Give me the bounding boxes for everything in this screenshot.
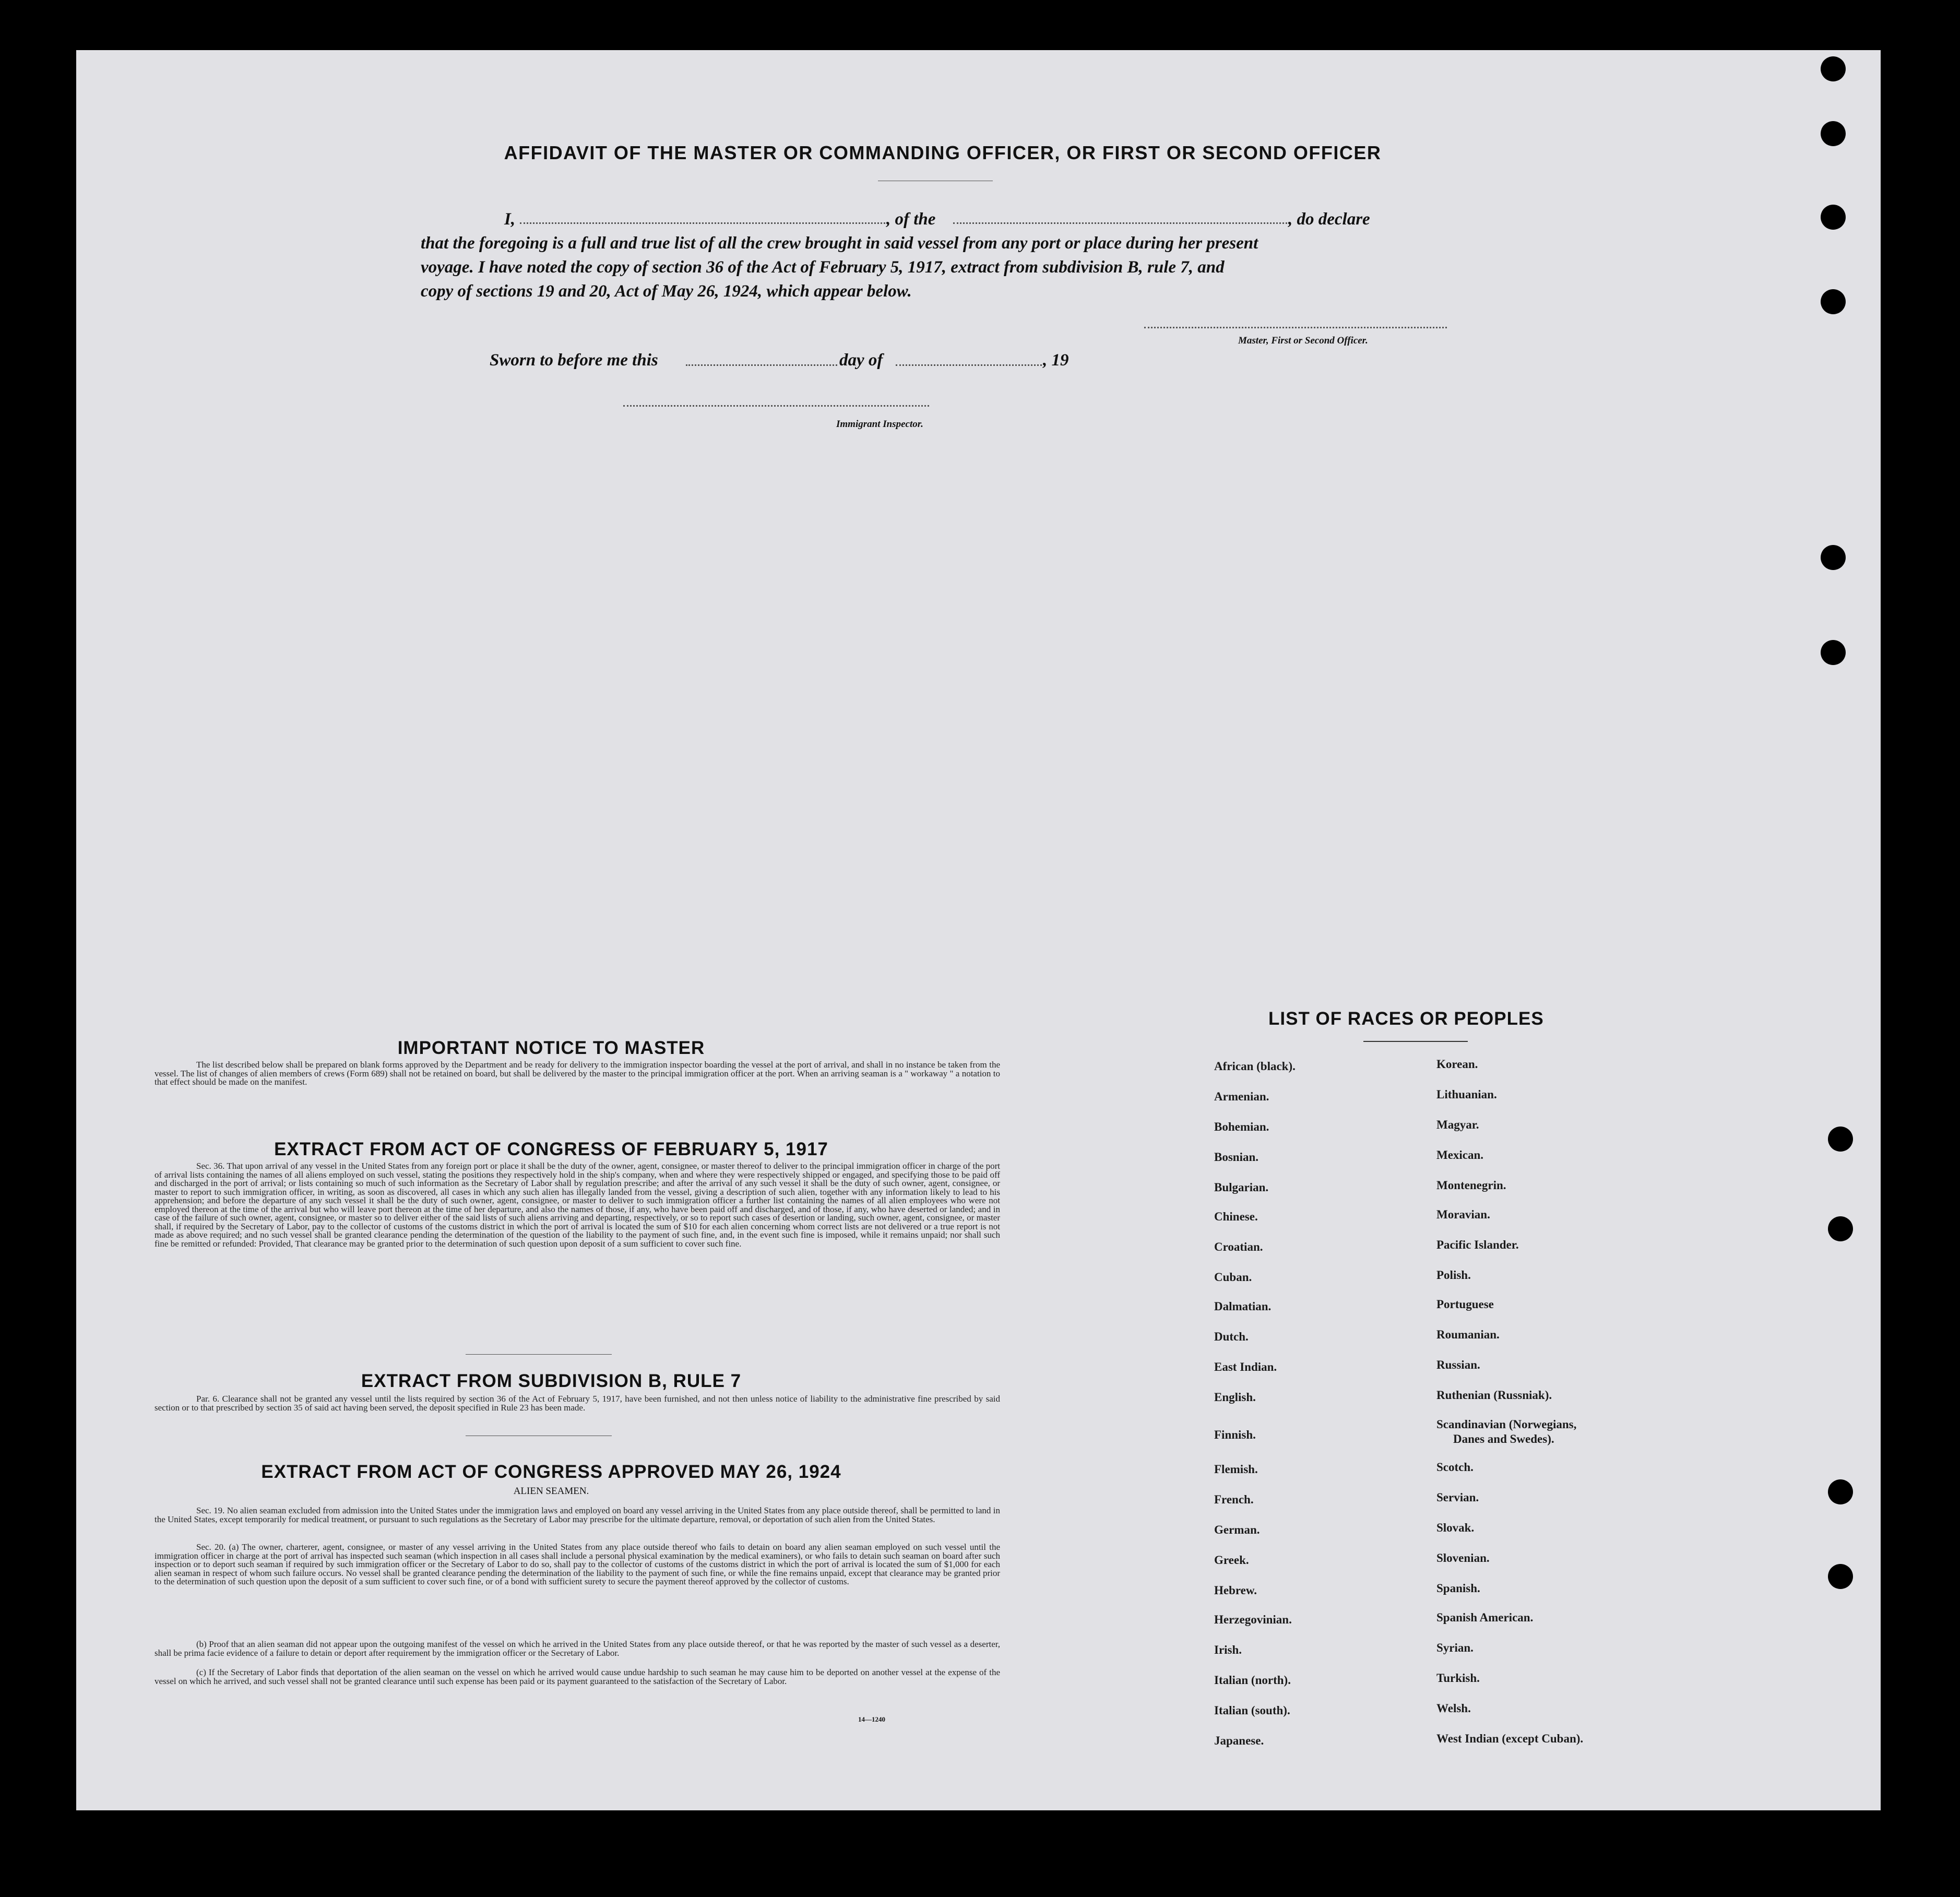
vessel-blank-line [953, 222, 1287, 224]
extract-1924-sec19: Sec. 19. No alien seaman excluded from admission into the United States under the immigration laws and employed on board any vessel arriving in the United States from any place outside thereof, shall be permitted to land in the United States, except temporarily for medical treatment, or pursuant to such regulations as the Secretary of Labor may prescribe for the ultimate departure, removal, or deportation of such alien from the United States. [155, 1505, 1000, 1524]
race-right: Montenegrin. [1436, 1179, 1506, 1192]
notice-title: IMPORTANT NOTICE TO MASTER [397, 1038, 705, 1058]
extract-1917-title: EXTRACT FROM ACT OF CONGRESS OF FEBRUARY 5, 1917 [274, 1139, 828, 1159]
day-of-label: day of [839, 351, 883, 370]
race-right: Polish. [1436, 1268, 1471, 1282]
race-right: Scandinavian (Norwegians, [1436, 1418, 1577, 1431]
inspector-caption: Immigrant Inspector. [836, 419, 923, 430]
race-left: Armenian. [1214, 1090, 1269, 1103]
race-left: Chinese. [1214, 1210, 1258, 1223]
race-left: French. [1214, 1493, 1254, 1506]
punch-hole [1821, 640, 1846, 665]
sworn-month-line [896, 364, 1042, 366]
race-right: Lithuanian. [1436, 1088, 1497, 1101]
inspector-signature-line [623, 405, 929, 407]
race-right: Moravian. [1436, 1208, 1490, 1221]
punch-hole [1828, 1479, 1853, 1504]
punch-hole [1821, 205, 1846, 230]
race-left: Hebrew. [1214, 1584, 1257, 1597]
race-left: Japanese. [1214, 1734, 1264, 1747]
race-right: Syrian. [1436, 1641, 1474, 1654]
sworn-label: Sworn to before me this [490, 351, 658, 370]
race-left: Herzegovinian. [1214, 1613, 1292, 1626]
affidavit-i-label: I, [504, 210, 516, 229]
race-left: Italian (north). [1214, 1674, 1291, 1687]
document-page [76, 50, 1881, 1810]
affidavit-line-2: that the foregoing is a full and true list of all the crew brought in said vessel from any port or place during her present [421, 234, 1258, 253]
race-left: Croatian. [1214, 1240, 1263, 1253]
race-right: Ruthenian (Russniak). [1436, 1389, 1552, 1402]
race-right: Mexican. [1436, 1148, 1484, 1161]
punch-hole [1821, 545, 1846, 570]
extract-1924-title: EXTRACT FROM ACT OF CONGRESS APPROVED MAY 26, 1924 [261, 1462, 841, 1482]
race-left: Bohemian. [1214, 1120, 1269, 1133]
race-right: Pacific Islander. [1436, 1238, 1519, 1251]
race-left: Flemish. [1214, 1463, 1258, 1476]
race-right: Turkish. [1436, 1671, 1480, 1685]
race-right: Korean. [1436, 1058, 1478, 1071]
race-left: English. [1214, 1391, 1256, 1404]
punch-hole [1821, 56, 1846, 81]
extract-1924-sec20a: Sec. 20. (a) The owner, charterer, agent, consignee, or master of any vessel arriving in the United States from any place outside thereof who fails to detain on board any alien seaman employed on such vessel until the immigration officer in charge at the port of arrival has inspected such seaman (which inspection in all cases shall include a personal physical examination by the medical examiners), or who fails to detain such seaman on board after such inspection or to deport such seaman if required by such immigration officer or the Secretary of Labor to do so, shall pay to the collector of customs of the customs district in which the port of arrival is located the sum of $1,000 for each alien seaman in respect of whom such failure occurs. No vessel shall be granted clearance pending the determination of the liability to the payment of such fine, or while the fine remains unpaid, except that clearance may be granted prior to the determination of such question upon the deposit of a sum sufficient to cover such fine, or of a bond with sufficient surety to secure the payment thereof approved by the collector of customs. [155, 1542, 1000, 1586]
races-title-rule [1363, 1041, 1468, 1042]
punch-hole [1828, 1216, 1853, 1241]
race-left: Greek. [1214, 1554, 1249, 1567]
race-right: Servian. [1436, 1491, 1479, 1504]
master-signature-line [1144, 327, 1447, 328]
race-right: Magyar. [1436, 1118, 1479, 1131]
race-left: Bulgarian. [1214, 1181, 1269, 1194]
punch-hole [1821, 289, 1846, 314]
year-label: , 19 [1043, 351, 1069, 370]
affidavit-line-4: copy of sections 19 and 20, Act of May 26, 1924, which appear below. [421, 282, 912, 301]
race-right: Slovenian. [1436, 1551, 1490, 1564]
form-number: 14—1240 [858, 1715, 885, 1723]
extract-1924-sec20c: (c) If the Secretary of Labor finds that deportation of the alien seaman on the vessel on which he arrived would cause undue hardship to such seaman he may cause him to be deported on another vessel at the expense of the vessel on which he arrived, and such vessel shall not be granted clearance until such expense has been paid or its payment guaranteed to the satisfaction of the Secretary of Labor. [155, 1667, 1000, 1686]
race-left: East Indian. [1214, 1360, 1277, 1373]
race-left: Italian (south). [1214, 1704, 1290, 1717]
extract-1924-sec20b: (b) Proof that an alien seaman did not appear upon the outgoing manifest of the vessel on which he arrived in the United States from any place outside thereof, or that he was reported by the master of such vessel as a deserter, shall be prima facie evidence of a failure to detain or deport after requirement by the immigration officer or the Secretary of Labor. [155, 1639, 1000, 1658]
race-right: Spanish. [1436, 1582, 1480, 1595]
punch-hole [1828, 1127, 1853, 1152]
race-left: Cuban. [1214, 1271, 1252, 1284]
punch-hole [1821, 121, 1846, 146]
race-left: African (black). [1214, 1060, 1296, 1073]
race-left: German. [1214, 1523, 1260, 1536]
master-caption: Master, First or Second Officer. [1238, 335, 1368, 346]
race-left: Bosnian. [1214, 1151, 1259, 1164]
affidavit-title: AFFIDAVIT OF THE MASTER OR COMMANDING OFFICER, OR FIRST OR SECOND OFFICER [504, 142, 1382, 163]
punch-hole [1828, 1564, 1853, 1589]
affidavit-of-the: , of the [886, 210, 936, 229]
race-left: Dalmatian. [1214, 1300, 1272, 1313]
race-left: Finnish. [1214, 1428, 1256, 1441]
sworn-day-line [686, 364, 837, 366]
race-right-continued: Danes and Swedes). [1453, 1432, 1554, 1445]
race-right: Scotch. [1436, 1461, 1474, 1474]
races-title: LIST OF RACES OR PEOPLES [1268, 1009, 1544, 1029]
name-blank-line [520, 222, 885, 224]
race-right: Spanish American. [1436, 1611, 1534, 1624]
extract-1924-subtitle: ALIEN SEAMEN. [513, 1486, 589, 1497]
race-right: Slovak. [1436, 1521, 1475, 1534]
race-right: Welsh. [1436, 1702, 1471, 1715]
race-left: Dutch. [1214, 1330, 1249, 1343]
race-right: West Indian (except Cuban). [1436, 1732, 1584, 1745]
affidavit-line-3: voyage. I have noted the copy of section 36 of the Act of February 5, 1917, extract from subdivision B, rule 7, and [421, 258, 1225, 277]
rule-7-body: Par. 6. Clearance shall not be granted any vessel until the lists required by section 36 of the Act of February 5, 1917, have been furnished, and not then unless notice of liability to the administrative fine prescribed by said section or to that prescribed by section 35 of said act having been served, the deposit specified in Rule 23 has been made. [155, 1394, 1000, 1413]
race-right: Russian. [1436, 1358, 1480, 1371]
race-right: Roumanian. [1436, 1328, 1500, 1341]
notice-body: The list described below shall be prepared on blank forms approved by the Department and be ready for delivery to the immigration inspector boarding the vessel at the port of arrival, and shall in no instance be taken from the vessel. The list of changes of alien members of crews (Form 689) shall not be retained on board, but shall be delivered by the master to the principal immigration officer at the port. When an arriving seaman is a " workaway " a notation to that effect should be made on the manifest. [155, 1060, 1000, 1087]
rule-7-title: EXTRACT FROM SUBDIVISION B, RULE 7 [361, 1371, 742, 1391]
section-rule [466, 1354, 612, 1355]
extract-1917-body: Sec. 36. That upon arrival of any vessel in the United States from any foreign port or place it shall be the duty of the owner, agent, consignee, or master thereof to deliver to the principal immigration officer in charge of the port of arrival lists containing the names of all aliens employed on such vessel, stating the positions they respectively hold in the ship's company, when and where they were respectively shipped or engaged, and specifying those to be paid off and discharged in the port of arrival; or lists containing so much of such information as the Secretary of Labor shall by regulation prescribe; and after the arrival of any such vessel it shall be the duty of such owner, agent, consignee, or master to report to such immigration officer, in writing, as soon as discovered, all cases in which any such alien has illegally landed from the vessel, giving a description of such alien, together with any information likely to lead to his apprehension; and before the departure of any such vessel it shall be the duty of such owner, agent, consignee, or master to deliver to such immigration officer a further list containing the names of all alien employees who were not employed thereon at the time of the arrival but who will leave port thereon at the time of her departure, and also the names of those, if any, who have been paid off and discharged, and of those, if any, who have deserted or landed; and in case of the failure of such owner, agent, consignee, or master so to deliver either of the said lists of such aliens arriving and departing, respectively, or so to report such cases of desertion or landing, such owner, agent, consignee, or master shall, if required by the Secretary of Labor, pay to the collector of customs of the customs district in which the port of arrival is located the sum of $10 for each alien concerning whom correct lists are not delivered or a true report is not made as above required; and no such vessel shall be granted clearance pending the determination of the question of the liability to the payment of such fine, and, in the event such fine is imposed, while it remains unpaid; nor shall such fine be remitted or refunded: Provided, That clearance may be granted prior to the determination of such question upon deposit of a sum sufficient to cover such fine. [155, 1161, 1000, 1249]
race-right: Portuguese [1436, 1298, 1494, 1311]
affidavit-do-declare: , do declare [1288, 210, 1370, 229]
race-left: Irish. [1214, 1643, 1242, 1656]
